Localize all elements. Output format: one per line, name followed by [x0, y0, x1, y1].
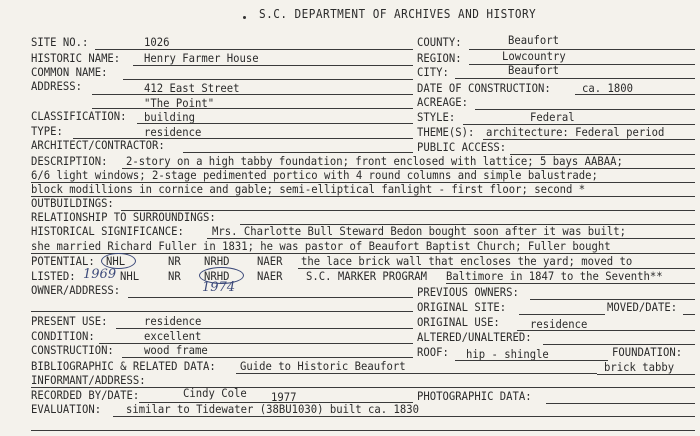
- label-foundation: FOUNDATION:: [612, 345, 683, 359]
- label-present-use: PRESENT USE:: [31, 314, 108, 328]
- line-historic-name: [133, 65, 413, 66]
- label-classification: CLASSIFICATION:: [31, 109, 127, 123]
- line-address-2: [92, 108, 413, 109]
- value-condition: excellent: [144, 329, 202, 343]
- label-owner-address: OWNER/ADDRESS:: [31, 283, 121, 297]
- value-historical-1: Mrs. Charlotte Bull Steward Bedon bought soon after it was built;: [212, 224, 627, 238]
- value-historic-name: Henry Farmer House: [144, 51, 259, 65]
- value-style: Federal: [530, 110, 575, 124]
- listed-nrhd-year: 1974: [202, 280, 236, 295]
- value-recorded-by: Cindy Cole: [183, 386, 247, 400]
- punch-dot: [243, 16, 246, 19]
- label-architect: ARCHITECT/CONTRACTOR:: [31, 138, 165, 152]
- label-informant: INFORMANT/ADDRESS:: [31, 373, 146, 387]
- value-description-2: 6/6 light windows; 2-stage pedimented portico with 4 round columns and simple balustrade;: [31, 168, 598, 182]
- listed-nrhd: NRHD: [204, 269, 230, 283]
- line-description-3: [31, 196, 695, 197]
- label-type: TYPE:: [31, 124, 63, 138]
- label-public-access: PUBLIC ACCESS:: [417, 140, 507, 154]
- line-date-of-construction: [575, 94, 695, 95]
- value-site-no: 1026: [144, 35, 170, 49]
- value-historical-3: the lace brick wall that encloses the yard; moved to: [301, 254, 633, 268]
- label-city: CITY:: [417, 65, 449, 79]
- listed-nhl-year: 1969: [83, 267, 117, 282]
- line-acreage: [475, 109, 695, 110]
- line-original-site: [519, 314, 605, 315]
- potential-nr: NR: [168, 254, 181, 268]
- value-city: Beaufort: [508, 63, 559, 77]
- value-date-of-construction: ca. 1800: [582, 81, 633, 95]
- value-address-line1: 412 East Street: [144, 81, 240, 95]
- line-themes: [483, 139, 695, 140]
- label-altered: ALTERED/UNALTERED:: [417, 330, 532, 344]
- label-site-no: SITE NO.:: [31, 35, 89, 49]
- label-moved-date: MOVED/DATE:: [607, 300, 678, 314]
- line-address-1: [92, 94, 413, 95]
- value-foundation: brick tabby: [604, 360, 675, 374]
- label-condition: CONDITION:: [31, 329, 95, 343]
- line-evaluation: [113, 416, 695, 417]
- line-historical-4: [446, 283, 695, 284]
- line-city: [455, 78, 695, 79]
- label-photographic-data: PHOTOGRAPHIC DATA:: [417, 389, 532, 403]
- value-historical-2: she married Richard Fuller in 1831; he was pastor of Beaufort Baptist Church; Fuller bought: [31, 239, 611, 253]
- value-bibliographic: Guide to Historic Beaufort: [240, 359, 406, 373]
- potential-nrhd: NRHD: [204, 254, 230, 268]
- card-header: S.C. DEPARTMENT OF ARCHIVES AND HISTORY: [259, 7, 537, 21]
- value-original-use: residence: [530, 317, 588, 331]
- label-construction: CONSTRUCTION:: [31, 343, 114, 357]
- value-evaluation: similar to Tidewater (38BU1030) built ca. 1830: [126, 402, 420, 416]
- label-roof: ROOF:: [417, 345, 449, 359]
- line-evaluation-2: [31, 430, 695, 431]
- label-description: DESCRIPTION:: [31, 154, 108, 168]
- value-address-line2: "The Point": [144, 96, 215, 110]
- label-acreage: ACREAGE:: [417, 95, 468, 109]
- label-potential: POTENTIAL:: [31, 254, 95, 268]
- label-outbuildings: OUTBUILDINGS:: [31, 196, 114, 210]
- value-region: Lowcountry: [502, 49, 566, 63]
- line-owner-address: [128, 297, 413, 298]
- value-themes: architecture: Federal period: [486, 125, 665, 139]
- value-description-3: block modillions in cornice and gable; semi-elliptical fanlight - first floor; second *: [31, 182, 586, 196]
- line-roof: [455, 360, 608, 361]
- label-listed: LISTED:: [31, 269, 76, 283]
- value-county: Beaufort: [508, 33, 559, 47]
- label-common-name: COMMON NAME:: [31, 65, 108, 79]
- listed-nr: NR: [168, 269, 181, 283]
- line-bibliographic: [236, 373, 597, 374]
- label-region: REGION:: [417, 51, 462, 65]
- line-architect: [183, 152, 413, 153]
- label-relationship: RELATIONSHIP TO SURROUNDINGS:: [31, 210, 216, 224]
- value-roof: hip - shingle: [466, 347, 549, 361]
- label-evaluation: EVALUATION:: [31, 402, 102, 416]
- line-region: [469, 64, 695, 65]
- value-classification: building: [144, 110, 195, 124]
- label-previous-owners: PREVIOUS OWNERS:: [417, 285, 519, 299]
- label-themes: THEME(S):: [417, 125, 475, 139]
- label-address: ADDRESS:: [31, 79, 82, 93]
- value-historical-4: Baltimore in 1847 to the Seventh**: [446, 269, 663, 283]
- line-construction: [122, 357, 413, 358]
- value-construction: wood frame: [144, 343, 208, 357]
- label-original-site: ORIGINAL SITE:: [417, 300, 507, 314]
- listed-nhl: NHL: [120, 269, 140, 283]
- line-foundation: [597, 374, 695, 375]
- label-county: COUNTY:: [417, 35, 462, 49]
- line-original-use: [517, 330, 695, 331]
- value-present-use: residence: [144, 314, 202, 328]
- label-marker-program: S.C. MARKER PROGRAM: [306, 269, 428, 283]
- label-recorded-by: RECORDED BY/DATE:: [31, 388, 140, 402]
- listed-naer: NAER: [257, 269, 283, 283]
- label-historic-name: HISTORIC NAME:: [31, 51, 121, 65]
- label-style: STYLE:: [417, 110, 456, 124]
- potential-naer: NAER: [257, 254, 283, 268]
- line-moved-date: [683, 314, 695, 315]
- line-owner-address-2: [31, 311, 413, 312]
- line-common-name: [123, 79, 413, 80]
- label-date-of-construction: DATE OF CONSTRUCTION:: [417, 81, 551, 95]
- label-historical-significance: HISTORICAL SIGNIFICANCE:: [31, 224, 184, 238]
- value-recorded-date: 1977: [271, 390, 297, 404]
- potential-nhl: NHL: [106, 254, 126, 268]
- line-photographic-data: [546, 403, 695, 404]
- label-original-use: ORIGINAL USE:: [417, 315, 500, 329]
- value-type: residence: [144, 125, 202, 139]
- value-description-1: 2-story on a high tabby foundation; front enclosed with lattice; 5 bays AABAA;: [126, 154, 623, 168]
- line-site-no: [95, 49, 413, 50]
- label-bibliographic: BIBLIOGRAPHIC & RELATED DATA:: [31, 359, 216, 373]
- line-classification: [137, 123, 413, 124]
